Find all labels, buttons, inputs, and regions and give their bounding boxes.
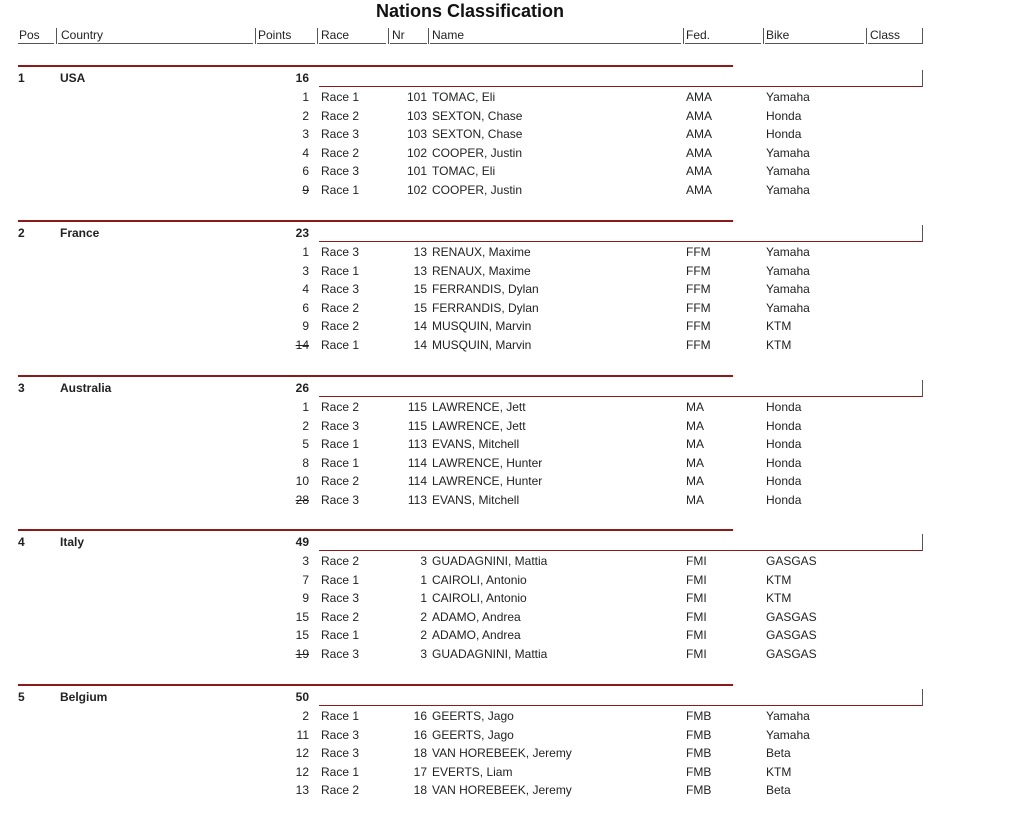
header-country: Country bbox=[61, 28, 104, 42]
result-bike: Yamaha bbox=[766, 145, 810, 160]
result-race: Race 1 bbox=[321, 183, 360, 197]
result-federation: AMA bbox=[686, 145, 713, 160]
nation-points: 26 bbox=[295, 381, 309, 395]
result-race: Race 2 bbox=[321, 554, 360, 568]
result-bike: Honda bbox=[766, 108, 802, 123]
result-rider-number: 102 bbox=[406, 145, 427, 160]
result-row bbox=[0, 164, 1024, 182]
result-rider-name: GUADAGNINI, Mattia bbox=[432, 554, 548, 568]
result-row bbox=[0, 301, 1024, 319]
nation-points: 49 bbox=[295, 535, 309, 549]
nation-country: France bbox=[60, 226, 100, 240]
result-row bbox=[0, 783, 1024, 801]
result-federation: AMA bbox=[686, 108, 713, 123]
result-rider-number: 115 bbox=[407, 400, 427, 414]
page-title: Nations Classification bbox=[375, 1, 565, 21]
result-rider-name: RENAUX, Maxime bbox=[432, 263, 531, 278]
nation-points: 23 bbox=[295, 226, 309, 240]
result-federation: FMI bbox=[686, 554, 707, 568]
result-rider-name: ADAMO, Andrea bbox=[432, 609, 521, 624]
result-federation: MA bbox=[686, 474, 704, 489]
result-rider-name: MUSQUIN, Marvin bbox=[432, 319, 532, 334]
group-subline-edge bbox=[922, 380, 923, 397]
result-row bbox=[0, 647, 1024, 665]
result-rider-number: 102 bbox=[406, 183, 427, 197]
result-position: 10 bbox=[295, 474, 309, 489]
result-bike: Honda bbox=[766, 418, 802, 433]
result-position: 2 bbox=[302, 709, 309, 723]
result-federation: AMA bbox=[686, 183, 713, 197]
nation-position: 4 bbox=[18, 535, 25, 549]
result-bike: KTM bbox=[766, 319, 792, 334]
result-position: 12 bbox=[295, 746, 309, 761]
result-race: Race 3 bbox=[321, 647, 360, 661]
result-federation: FMI bbox=[686, 572, 707, 587]
result-rider-number: 13 bbox=[413, 245, 427, 259]
result-bike: Beta bbox=[766, 746, 791, 761]
nation-group bbox=[0, 375, 1024, 525]
result-rider-name: COOPER, Justin bbox=[432, 183, 523, 197]
result-bike: KTM bbox=[766, 338, 792, 352]
result-rider-name: COOPER, Justin bbox=[432, 145, 523, 160]
result-rider-name: EVERTS, Liam bbox=[432, 764, 513, 779]
result-position: 9 bbox=[302, 591, 309, 606]
result-federation: FFM bbox=[686, 282, 711, 297]
result-rider-number: 114 bbox=[407, 455, 427, 470]
result-row bbox=[0, 127, 1024, 145]
result-row bbox=[0, 456, 1024, 474]
result-federation: MA bbox=[686, 400, 704, 414]
result-race: Race 3 bbox=[321, 727, 360, 742]
result-rider-number: 113 bbox=[407, 437, 427, 452]
header-fed: Fed. bbox=[686, 28, 711, 42]
result-race: Race 2 bbox=[321, 108, 360, 123]
result-bike: Honda bbox=[766, 493, 802, 507]
result-race: Race 1 bbox=[321, 572, 360, 587]
result-federation: FMB bbox=[686, 746, 712, 761]
result-position: 4 bbox=[302, 282, 309, 297]
result-race: Race 2 bbox=[321, 319, 360, 334]
result-race: Race 1 bbox=[321, 709, 360, 723]
group-subline-edge bbox=[922, 225, 923, 242]
result-row bbox=[0, 437, 1024, 455]
result-rider-number: 18 bbox=[413, 783, 427, 798]
result-position: 8 bbox=[302, 455, 309, 470]
nation-position: 1 bbox=[18, 71, 25, 85]
result-row bbox=[0, 90, 1024, 108]
result-rider-number: 1 bbox=[420, 591, 427, 606]
result-race: Race 1 bbox=[321, 263, 360, 278]
result-position: 1 bbox=[302, 90, 309, 104]
result-row bbox=[0, 746, 1024, 764]
group-separator bbox=[18, 220, 733, 222]
result-bike: KTM bbox=[766, 764, 792, 779]
result-federation: FMI bbox=[686, 628, 707, 643]
result-row bbox=[0, 400, 1024, 418]
nation-country: Belgium bbox=[60, 690, 108, 704]
result-rider-number: 16 bbox=[413, 709, 427, 723]
group-separator bbox=[18, 684, 733, 686]
result-rider-name: EVANS, Mitchell bbox=[432, 493, 520, 507]
result-race: Race 2 bbox=[321, 400, 360, 414]
result-rider-number: 18 bbox=[413, 746, 427, 761]
result-race: Race 2 bbox=[321, 474, 360, 489]
nation-country: USA bbox=[60, 71, 86, 85]
result-race: Race 1 bbox=[321, 455, 360, 470]
result-position: 12 bbox=[295, 764, 309, 779]
result-position: 11 bbox=[296, 727, 309, 742]
result-rider-name: GEERTS, Jago bbox=[432, 709, 514, 723]
result-federation: MA bbox=[686, 493, 704, 507]
result-rider-name: LAWRENCE, Hunter bbox=[432, 455, 543, 470]
result-race: Race 1 bbox=[321, 338, 360, 352]
result-rider-name: GUADAGNINI, Mattia bbox=[432, 647, 548, 661]
result-position: 15 bbox=[295, 628, 309, 643]
result-row bbox=[0, 628, 1024, 646]
result-row bbox=[0, 474, 1024, 492]
result-row bbox=[0, 183, 1024, 201]
result-rider-number: 15 bbox=[413, 300, 427, 315]
result-race: Race 3 bbox=[321, 418, 360, 433]
result-row bbox=[0, 146, 1024, 164]
result-position: 4 bbox=[302, 145, 309, 160]
result-position: 19 bbox=[295, 647, 309, 661]
result-federation: FMB bbox=[686, 783, 712, 798]
result-race: Race 3 bbox=[321, 127, 360, 142]
result-bike: GASGAS bbox=[766, 554, 817, 568]
nation-group bbox=[0, 529, 1024, 679]
header-pos: Pos bbox=[19, 28, 40, 42]
result-position: 15 bbox=[295, 609, 309, 624]
result-position: 6 bbox=[302, 164, 309, 179]
result-rider-number: 115 bbox=[407, 418, 427, 433]
nation-group bbox=[0, 65, 1024, 215]
result-federation: FMB bbox=[686, 727, 712, 742]
result-federation: MA bbox=[686, 418, 704, 433]
result-federation: FFM bbox=[686, 245, 711, 259]
group-separator bbox=[18, 529, 733, 531]
result-rider-number: 103 bbox=[406, 108, 427, 123]
result-rider-number: 2 bbox=[420, 628, 427, 643]
nation-position: 5 bbox=[18, 690, 25, 704]
group-subline bbox=[319, 396, 923, 397]
result-position: 6 bbox=[302, 300, 309, 315]
result-federation: FMI bbox=[686, 647, 707, 661]
result-row bbox=[0, 554, 1024, 572]
result-rider-name: FERRANDIS, Dylan bbox=[432, 300, 539, 315]
result-row bbox=[0, 319, 1024, 337]
result-bike: GASGAS bbox=[766, 628, 817, 643]
result-row bbox=[0, 709, 1024, 727]
nation-points: 50 bbox=[295, 690, 309, 704]
result-federation: MA bbox=[686, 455, 704, 470]
result-rider-number: 3 bbox=[420, 647, 427, 661]
result-bike: Yamaha bbox=[766, 164, 810, 179]
result-row bbox=[0, 245, 1024, 263]
result-federation: AMA bbox=[686, 127, 713, 142]
result-bike: Yamaha bbox=[766, 300, 810, 315]
result-rider-name: LAWRENCE, Jett bbox=[432, 418, 526, 433]
result-row bbox=[0, 610, 1024, 628]
result-row bbox=[0, 591, 1024, 609]
result-bike: GASGAS bbox=[766, 609, 817, 624]
result-rider-number: 1 bbox=[420, 572, 427, 587]
result-race: Race 1 bbox=[321, 764, 360, 779]
result-rider-name: TOMAC, Eli bbox=[432, 90, 496, 104]
result-position: 2 bbox=[302, 108, 309, 123]
result-bike: Honda bbox=[766, 437, 802, 452]
result-bike: Yamaha bbox=[766, 709, 810, 723]
result-rider-name: VAN HOREBEEK, Jeremy bbox=[432, 783, 572, 798]
result-race: Race 2 bbox=[321, 609, 360, 624]
nation-country: Italy bbox=[60, 535, 85, 549]
result-position: 2 bbox=[302, 418, 309, 433]
group-subline-edge bbox=[922, 70, 923, 87]
result-bike: Yamaha bbox=[766, 183, 810, 197]
group-subline-edge bbox=[922, 534, 923, 551]
result-federation: FMB bbox=[686, 764, 712, 779]
nation-position: 2 bbox=[18, 226, 25, 240]
result-race: Race 1 bbox=[321, 437, 360, 452]
result-rider-name: SEXTON, Chase bbox=[432, 108, 523, 123]
result-bike: GASGAS bbox=[766, 647, 817, 661]
result-bike: Honda bbox=[766, 474, 802, 489]
result-rider-name: CAIROLI, Antonio bbox=[432, 572, 527, 587]
result-rider-name: SEXTON, Chase bbox=[432, 127, 523, 142]
result-federation: FMI bbox=[686, 591, 707, 606]
result-bike: Yamaha bbox=[766, 727, 810, 742]
group-subline-edge bbox=[922, 689, 923, 706]
result-federation: AMA bbox=[686, 164, 713, 179]
header-nr: Nr bbox=[392, 28, 405, 42]
result-position: 1 bbox=[302, 245, 309, 259]
result-race: Race 3 bbox=[321, 591, 360, 606]
result-race: Race 3 bbox=[321, 493, 360, 507]
result-bike: Honda bbox=[766, 127, 802, 142]
result-row bbox=[0, 338, 1024, 356]
result-position: 3 bbox=[302, 127, 309, 142]
result-rider-name: MUSQUIN, Marvin bbox=[432, 338, 532, 352]
result-rider-number: 103 bbox=[406, 127, 427, 142]
result-federation: FMB bbox=[686, 709, 712, 723]
result-rider-name: GEERTS, Jago bbox=[432, 727, 514, 742]
result-rider-number: 14 bbox=[413, 338, 427, 352]
result-row bbox=[0, 493, 1024, 511]
result-position: 9 bbox=[302, 183, 309, 197]
header-name: Name bbox=[432, 28, 465, 42]
result-position: 3 bbox=[302, 263, 309, 278]
result-rider-number: 15 bbox=[413, 282, 427, 297]
result-row bbox=[0, 109, 1024, 127]
result-row bbox=[0, 573, 1024, 591]
result-federation: FMI bbox=[686, 609, 707, 624]
result-federation: FFM bbox=[686, 300, 711, 315]
result-bike: KTM bbox=[766, 572, 792, 587]
result-row bbox=[0, 728, 1024, 746]
nation-country: Australia bbox=[60, 381, 112, 395]
result-race: Race 3 bbox=[321, 164, 360, 179]
result-position: 5 bbox=[302, 437, 309, 452]
nation-group bbox=[0, 220, 1024, 370]
group-separator bbox=[18, 375, 733, 377]
result-race: Race 3 bbox=[321, 245, 360, 259]
result-bike: KTM bbox=[766, 591, 792, 606]
result-rider-name: LAWRENCE, Jett bbox=[432, 400, 526, 414]
result-rider-number: 13 bbox=[413, 263, 427, 278]
result-rider-name: TOMAC, Eli bbox=[432, 164, 496, 179]
result-race: Race 2 bbox=[321, 783, 360, 798]
result-race: Race 3 bbox=[321, 282, 360, 297]
result-bike: Yamaha bbox=[766, 90, 810, 104]
result-federation: FFM bbox=[686, 263, 711, 278]
result-rider-name: ADAMO, Andrea bbox=[432, 628, 521, 643]
result-position: 28 bbox=[295, 493, 309, 507]
group-subline bbox=[319, 241, 923, 242]
group-subline bbox=[319, 705, 923, 706]
result-rider-number: 113 bbox=[407, 493, 427, 507]
result-position: 3 bbox=[302, 554, 309, 568]
result-bike: Honda bbox=[766, 455, 802, 470]
result-rider-name: CAIROLI, Antonio bbox=[432, 591, 527, 606]
result-rider-name: FERRANDIS, Dylan bbox=[432, 282, 539, 297]
result-rider-number: 101 bbox=[406, 90, 427, 104]
result-bike: Beta bbox=[766, 783, 791, 798]
result-race: Race 1 bbox=[321, 90, 360, 104]
result-race: Race 2 bbox=[321, 300, 360, 315]
result-position: 1 bbox=[302, 400, 309, 414]
result-row bbox=[0, 282, 1024, 300]
result-bike: Yamaha bbox=[766, 282, 810, 297]
header-bike: Bike bbox=[766, 28, 790, 42]
result-rider-name: RENAUX, Maxime bbox=[432, 245, 531, 259]
group-subline bbox=[319, 86, 923, 87]
nation-group bbox=[0, 684, 1024, 834]
result-federation: AMA bbox=[686, 90, 713, 104]
result-row bbox=[0, 419, 1024, 437]
result-position: 7 bbox=[302, 572, 309, 587]
group-subline bbox=[319, 550, 923, 551]
result-rider-number: 2 bbox=[420, 609, 427, 624]
result-position: 14 bbox=[295, 338, 309, 352]
result-bike: Honda bbox=[766, 400, 802, 414]
header-class: Class bbox=[870, 28, 901, 42]
result-rider-name: EVANS, Mitchell bbox=[432, 437, 520, 452]
group-separator bbox=[18, 65, 733, 67]
header-race: Race bbox=[321, 28, 350, 42]
result-race: Race 3 bbox=[321, 746, 360, 761]
result-federation: MA bbox=[686, 437, 704, 452]
result-rider-number: 17 bbox=[413, 764, 427, 779]
result-federation: FFM bbox=[686, 338, 711, 352]
result-position: 9 bbox=[302, 319, 309, 334]
result-rider-number: 16 bbox=[413, 727, 427, 742]
result-federation: FFM bbox=[686, 319, 711, 334]
result-position: 13 bbox=[295, 783, 309, 798]
nation-points: 16 bbox=[295, 71, 309, 85]
result-rider-number: 3 bbox=[420, 554, 427, 568]
result-rider-number: 101 bbox=[406, 164, 427, 179]
result-row bbox=[0, 264, 1024, 282]
result-rider-name: VAN HOREBEEK, Jeremy bbox=[432, 746, 572, 761]
result-race: Race 1 bbox=[321, 628, 360, 643]
result-rider-number: 114 bbox=[407, 474, 427, 489]
result-race: Race 2 bbox=[321, 145, 360, 160]
result-bike: Yamaha bbox=[766, 263, 810, 278]
result-rider-number: 14 bbox=[413, 319, 427, 334]
result-rider-name: LAWRENCE, Hunter bbox=[432, 474, 543, 489]
nation-position: 3 bbox=[18, 381, 25, 395]
result-row bbox=[0, 765, 1024, 783]
result-bike: Yamaha bbox=[766, 245, 810, 259]
header-points: Points bbox=[258, 28, 292, 42]
